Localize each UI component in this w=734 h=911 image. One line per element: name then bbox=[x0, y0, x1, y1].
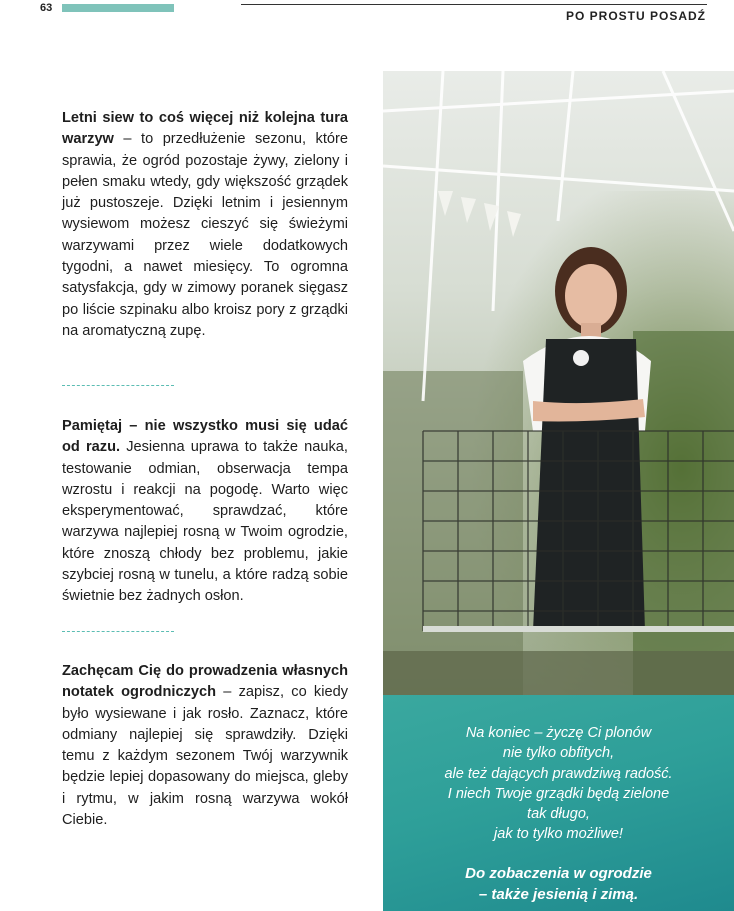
quote-line: jak to tylko możliwe! bbox=[494, 826, 623, 843]
signoff-line: – także jesienią i zimą. bbox=[478, 886, 639, 903]
quote-line: ale też dających prawdziwą radość. bbox=[444, 765, 673, 782]
paragraph-lead: Pamiętaj – nie wszystko musi się udać od razu. bbox=[62, 418, 348, 456]
paragraph-body: – to przedłużenie sezonu, które sprawia, że ogród pozostaje żywy, zielony i pełen smaku wtedy, gdy większość grządek już pustoszeje. Dzięki letnim i jesiennym wysiewom możesz cieszyć się świeżymi warzywami przez wiele dodatkowych tygodni, a nawet miesięcy. To ogromna satysfakcja, gdy w zimowy poranek sięgasz po liście szpinaku albo kroisz pory z grządki na aromatyczną zupę. bbox=[62, 131, 348, 339]
header-accent-bar bbox=[62, 4, 174, 12]
closing-quote-box bbox=[383, 695, 734, 911]
page-number: 63 bbox=[40, 2, 53, 14]
closing-quote bbox=[393, 723, 724, 845]
signoff-line: Do zobaczenia w ogrodzie bbox=[465, 865, 652, 882]
quote-line: tak długo, bbox=[527, 806, 590, 823]
paragraph-lead: Letni siew to coś więcej niż kolejna tura warzyw bbox=[62, 110, 348, 148]
section-title: PO PROSTU POSADŹ bbox=[565, 9, 706, 23]
header-rule bbox=[241, 4, 707, 5]
closing-signoff bbox=[393, 863, 724, 905]
greenhouse-photo bbox=[383, 71, 734, 695]
section-divider bbox=[62, 385, 174, 386]
section-divider bbox=[62, 631, 174, 632]
paragraph-notes bbox=[62, 661, 348, 831]
paragraph-body: – zapisz, co kiedy było wysiewane i jak rosło. Zaznacz, które odmiany najlepiej się sprawdziły. Dzięki temu z każdym sezonem Twój warzywnik będzie lepiej dopasowany do miejsca, gleby i rytmu, w jakim rosną warzywa wokół Ciebie. bbox=[62, 684, 348, 829]
paragraph-body: Jesienna uprawa to także nauka, testowanie odmian, obserwacja tempa wzrostu i reakcji na pogodę. Warto więc eksperymentować, sprawdzać, które warzywa najlepiej rosną w Twoim ogrodzie, które znoszą chłody bez problemu, jakie szybciej rosną w tunelu, a które radzą sobie świetnie bez żadnych osłon. bbox=[62, 439, 348, 605]
paragraph-remember bbox=[62, 416, 348, 608]
quote-line: Na koniec – życzę Ci plonów bbox=[465, 725, 652, 741]
paragraph-lead: Zachęcam Cię do prowadzenia własnych notatek ogrodniczych bbox=[62, 663, 348, 701]
quote-line: I niech Twoje grządki będą zielone bbox=[447, 785, 670, 802]
quote-line: nie tylko obfitych, bbox=[502, 745, 615, 762]
paragraph-summer-sowing bbox=[62, 108, 348, 342]
